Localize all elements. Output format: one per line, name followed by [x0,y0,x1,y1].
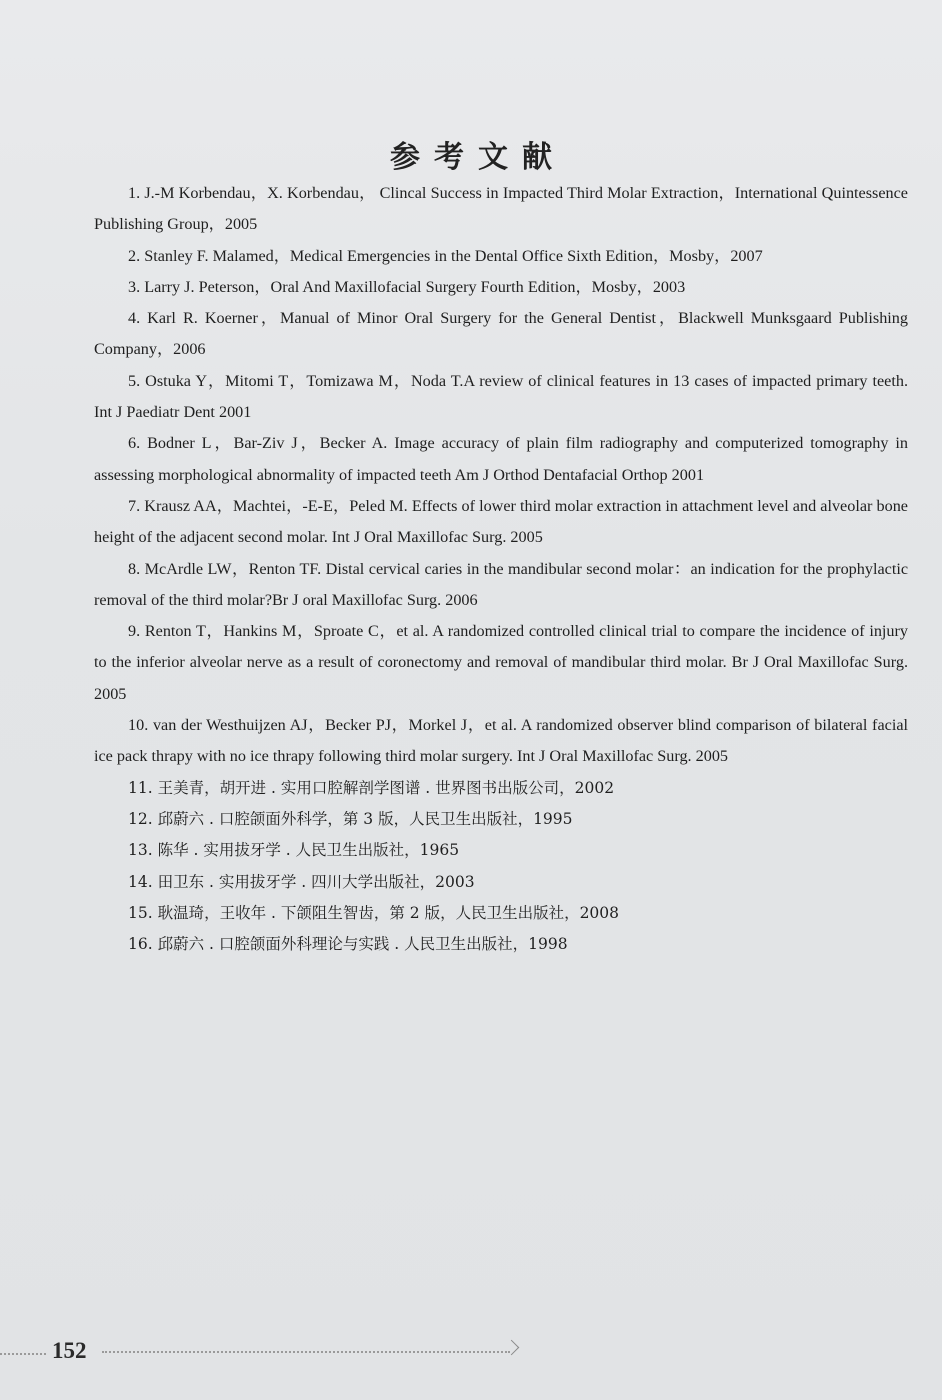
reference-item: 13. 陈华 . 实用拔牙学 . 人民卫生出版社，1965 [128,841,460,860]
page-title: 参考文献 [390,140,566,176]
reference-item: 16. 邱蔚六 . 口腔颌面外科理论与实践 . 人民卫生出版社，1998 [128,935,568,954]
footer-dotted-rule-left [0,1353,46,1355]
reference-list [94,178,908,960]
page-number: 152 [52,1338,87,1363]
reference-item: 1. J.-M Korbendau，X. Korbendau， Clincal Success in Impacted Third Molar Extraction，International Quintessence Publishing Group，2005 [94,184,908,234]
reference-item: 12. 邱蔚六 . 口腔颌面外科学，第 3 版，人民卫生出版社，1995 [128,809,573,828]
page-footer [0,1336,942,1368]
reference-item: 8. McArdle LW，Renton TF. Distal cervical caries in the mandibular second molar：an indication for the prophylactic removal of the third molar?Br J oral Maxillofac Surg. 2006 [94,559,908,609]
reference-item: 4. Karl R. Koerner，Manual of Minor Oral Surgery for the General Dentist，Blackwell Munksgaard Publishing Company，2006 [94,309,908,359]
reference-item: 9. Renton T，Hankins M，Sproate C，et al. A randomized controlled clinical trial to compare the incidence of injury to the inferior alveolar nerve as a result of coronectomy and removal of mandibular third molar. Br J Oral Maxillofac Surg. 2005 [94,622,908,703]
reference-item: 3. Larry J. Peterson，Oral And Maxillofacial Surgery Fourth Edition，Mosby，2003 [128,277,686,296]
reference-item: 15. 耿温琦，王收年 . 下颌阻生智齿，第 2 版，人民卫生出版社，2008 [128,903,620,922]
reference-item: 14. 田卫东 . 实用拔牙学 . 四川大学出版社，2003 [128,872,475,891]
reference-item: 10. van der Westhuijzen AJ，Becker PJ，Morkel J，et al. A randomized observer blind comparison of bilateral facial ice pack thrapy with no ice thrapy following third molar surgery. Int J Oral Maxillofac Surg. 2005 [94,716,908,766]
reference-item: 11. 王美青，胡开进 . 实用口腔解剖学图谱 . 世界图书出版公司，2002 [128,778,615,797]
reference-item: 6. Bodner L，Bar-Ziv J，Becker A. Image accuracy of plain film radiography and computerized tomography in assessing morphological abnormality of impacted teeth Am J Orthod Dentafacial Orthop 2001 [94,434,908,484]
reference-item: 5. Ostuka Y，Mitomi T，Tomizawa M，Noda T.A review of clinical features in 13 cases of impacted primary teeth. Int J Paediatr Dent 2001 [94,371,908,422]
reference-item: 7. Krausz AA，Machtei，-E-E，Peled M. Effects of lower third molar extraction in attachment level and alveolar bone height of the adjacent second molar. Int J Oral Maxillofac Surg. 2005 [94,496,908,547]
reference-item: 2. Stanley F. Malamed，Medical Emergencies in the Dental Office Sixth Edition，Mosby，2007 [128,246,763,265]
footer-dotted-rule-right [102,1351,510,1353]
